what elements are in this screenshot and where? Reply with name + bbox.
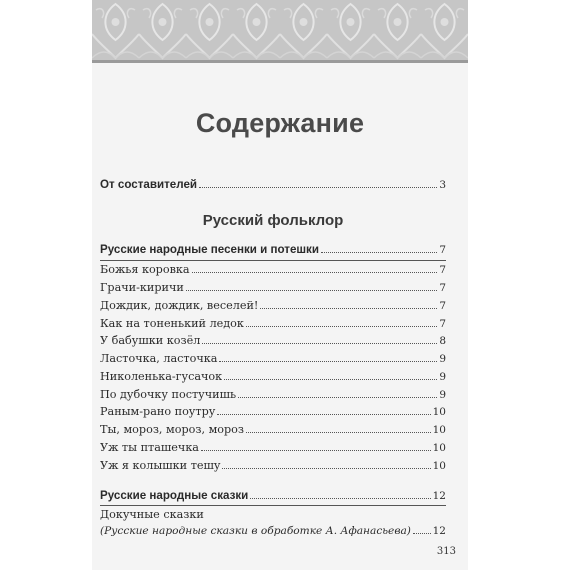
ornament-rule: [92, 60, 468, 63]
toc-entry[interactable]: Уж ты пташечка 10: [100, 441, 446, 454]
toc-entry-note[interactable]: (Русские народные сказки в обработке А. Афанасьева) 12: [100, 525, 446, 537]
divider: [100, 505, 446, 506]
toc-entry-title[interactable]: Докучные сказки: [100, 508, 204, 521]
toc-entry[interactable]: Раным-рано поутру 10: [100, 405, 446, 418]
toc-entry[interactable]: У бабушки козёл 8: [100, 334, 446, 347]
toc-entry[interactable]: Уж я колышки тешу 10: [100, 459, 446, 472]
toc-group-heading[interactable]: Русские народные сказки 12: [100, 489, 446, 502]
divider: [100, 260, 446, 261]
toc-entry[interactable]: Как на тоненький ледок 7: [100, 317, 446, 330]
book-page: [92, 0, 468, 570]
toc-entry[interactable]: От составителей 3: [100, 178, 446, 191]
toc-entry[interactable]: Грачи-киричи 7: [100, 281, 446, 294]
toc-group-heading[interactable]: Русские народные песенки и потешки 7: [100, 243, 446, 256]
toc-entry[interactable]: Ласточка, ласточка 9: [100, 352, 446, 365]
ornament-pattern-icon: [92, 0, 468, 62]
toc-entry[interactable]: Николенька-гусачок 9: [100, 370, 446, 383]
toc-entry[interactable]: Божья коровка 7: [100, 263, 446, 276]
section-heading: Русский фольклор: [202, 212, 344, 229]
page-number: 313: [436, 546, 456, 557]
ornament-header: [92, 0, 468, 62]
toc-entry[interactable]: Ты, мороз, мороз, мороз 10: [100, 423, 446, 436]
toc-entry[interactable]: По дубочку постучишь 9: [100, 388, 446, 401]
page-title: Содержание: [195, 108, 365, 138]
toc-entry[interactable]: Дождик, дождик, веселей! 7: [100, 299, 446, 312]
